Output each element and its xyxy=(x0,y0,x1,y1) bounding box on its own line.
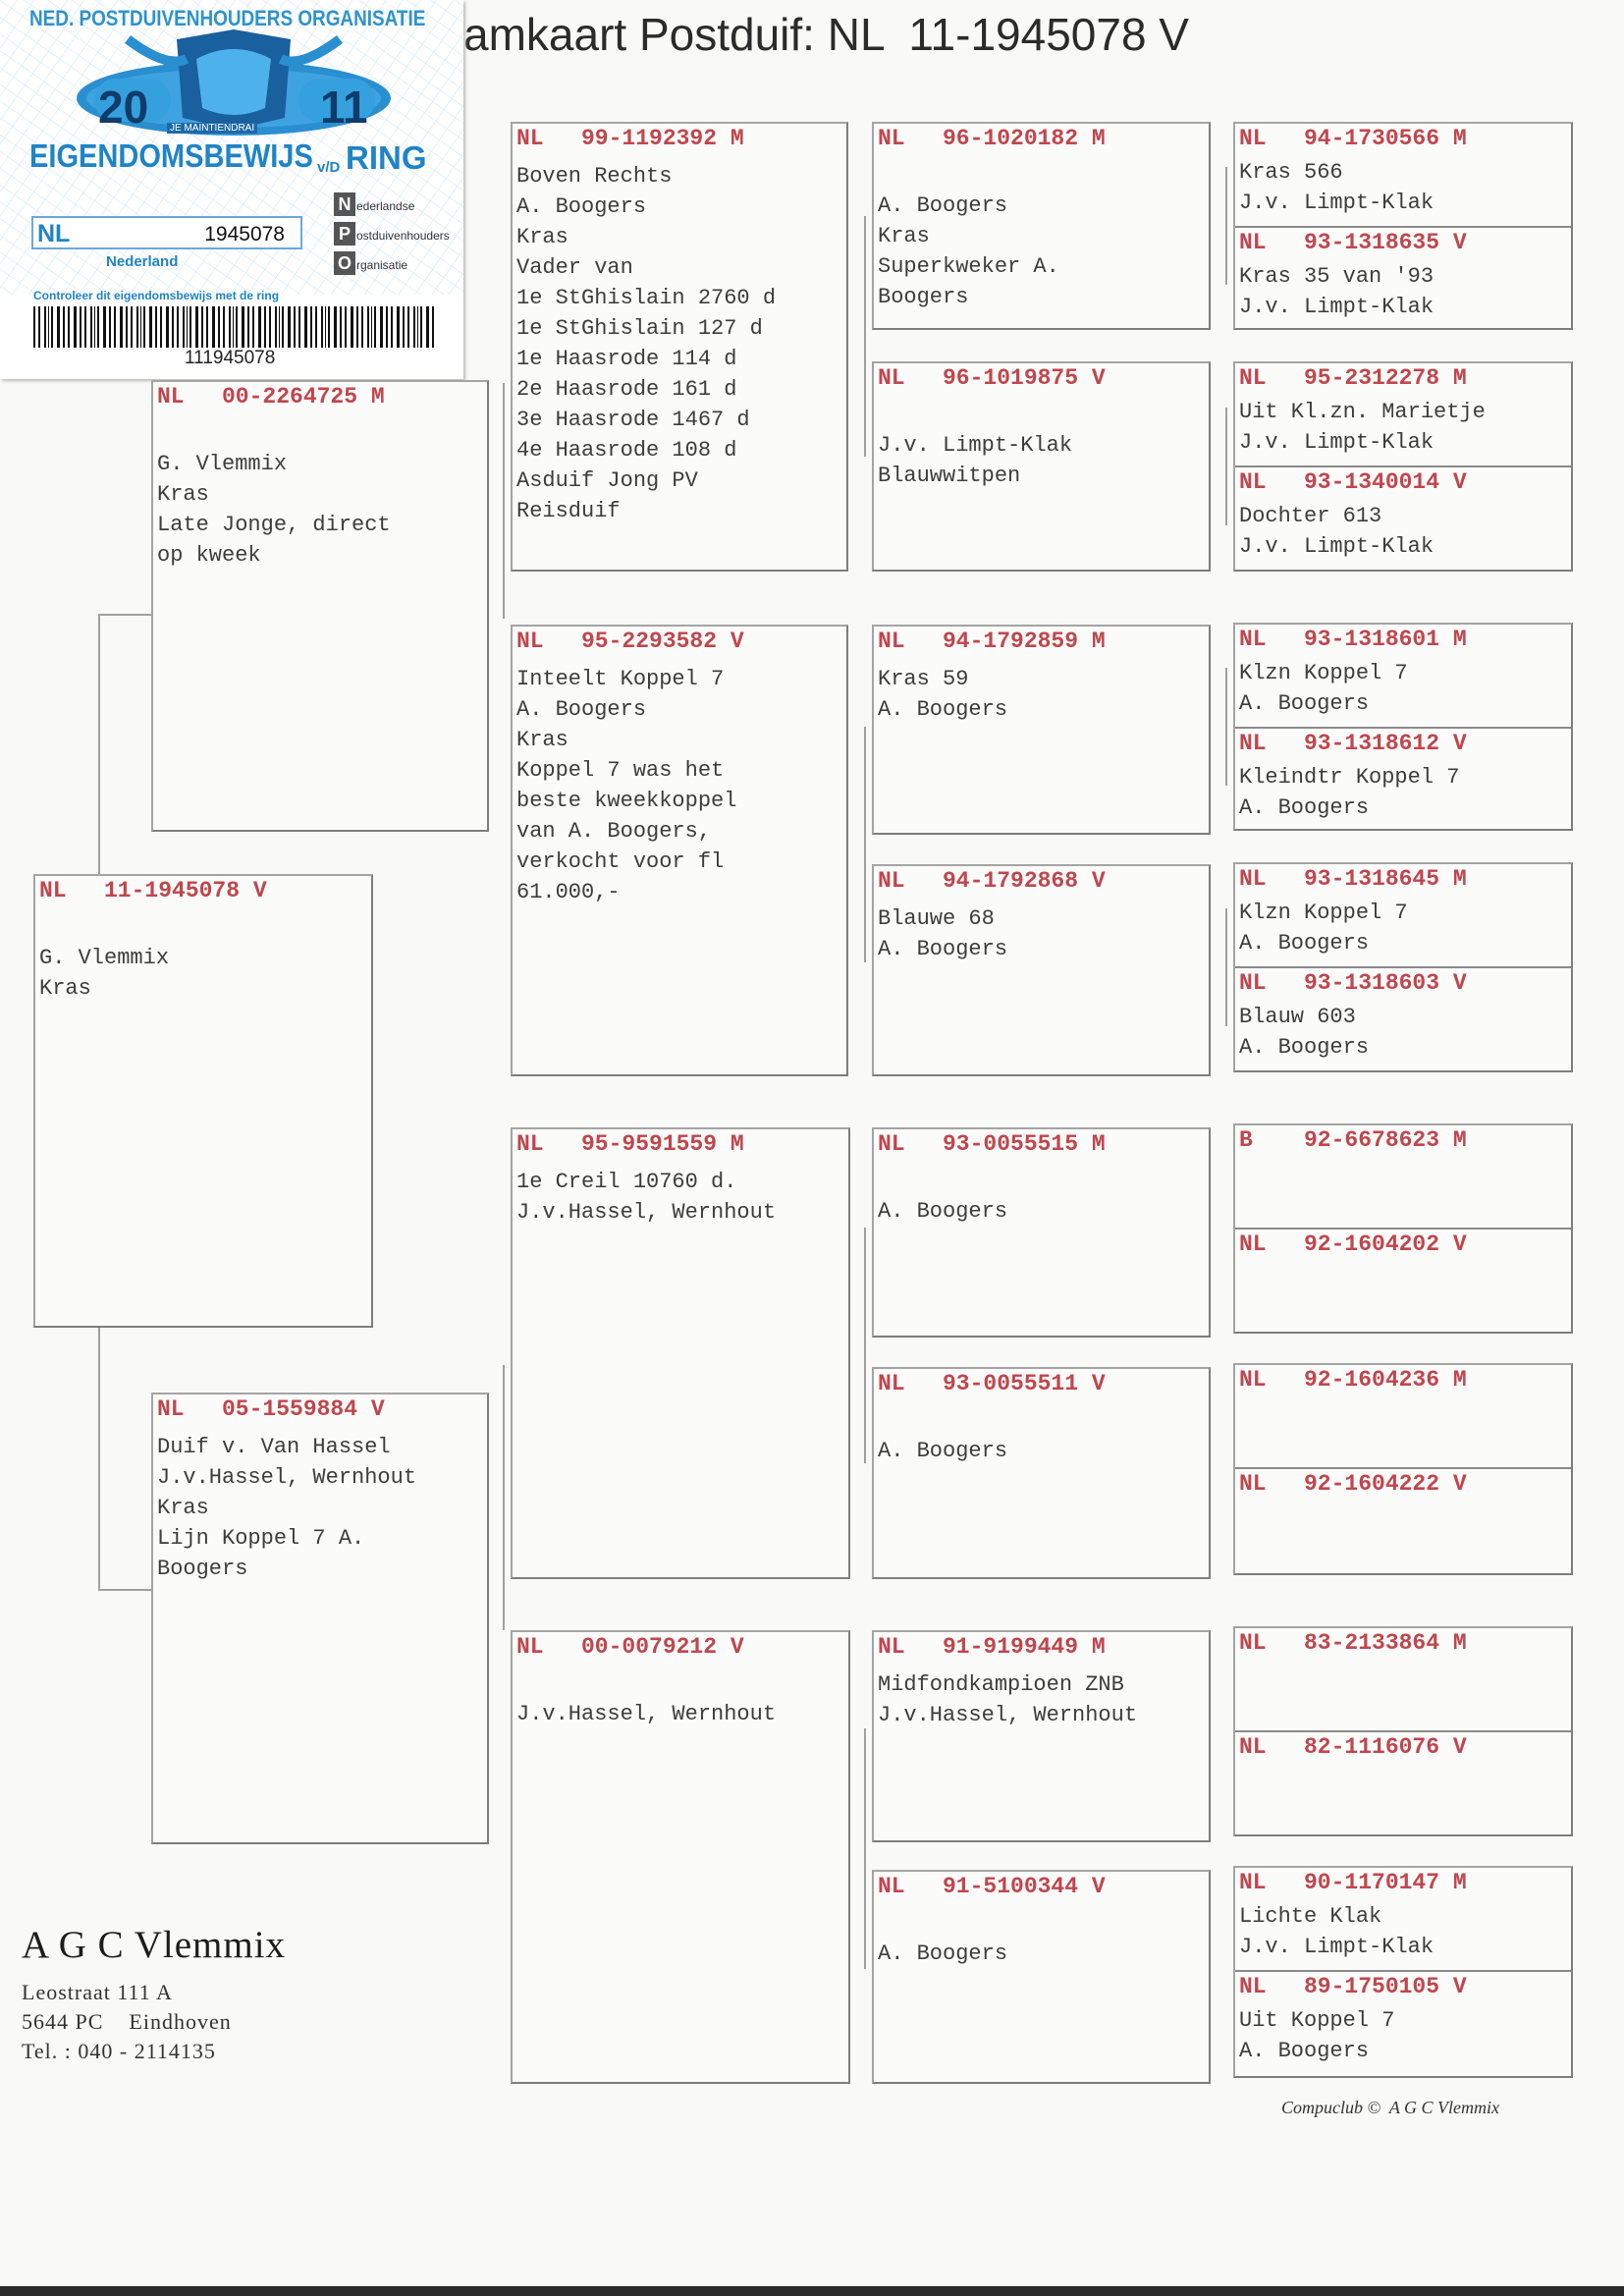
barcode-bar xyxy=(140,306,141,348)
barcode-bar xyxy=(48,306,49,348)
barcode xyxy=(33,306,440,348)
barcode-bar xyxy=(380,306,383,348)
card-details: A. Boogers xyxy=(878,1941,1008,1966)
barcode-number: 111945078 xyxy=(185,348,276,368)
barcode-bar xyxy=(63,306,65,348)
certificate-organisation: NED. POSTDUIVENHOUDERS ORGANISATIE xyxy=(29,6,426,30)
barcode-bar xyxy=(212,306,215,348)
barcode-bar xyxy=(351,306,353,348)
card-details: Klzn Koppel 7 A. Boogers xyxy=(1239,901,1408,956)
barcode-bar xyxy=(236,306,238,348)
barcode-bar xyxy=(367,306,369,348)
barcode-bar xyxy=(136,306,138,348)
card-details: Midfondkampioen ZNB J.v.Hassel, Wernhout xyxy=(878,1672,1138,1727)
card-details: 1e Creil 10760 d. J.v.Hassel, Wernhout xyxy=(516,1170,777,1225)
barcode-bar xyxy=(68,306,70,348)
pedigree-card-ff xyxy=(511,122,848,572)
card-divider xyxy=(1235,1228,1571,1230)
certificate-check-text: Controleer dit eigendomsbewijs met de ring xyxy=(33,289,280,302)
barcode-bar xyxy=(74,306,77,348)
card-details: Boven Rechts A. Boogers Kras Vader van 1e StGhislain 2760 d 1e StGhislain 127 d 1e Haasrode 114 d 2e Haasrode 161 d 3e Haasrode 1467 d 4e Haasrode 108 d Asduif Jong PV Reisduif xyxy=(516,164,777,523)
ring-number: NL 93-1318645 M xyxy=(1239,866,1467,892)
pedigree-pair-8 xyxy=(1233,1866,1573,2078)
barcode-bar xyxy=(183,306,185,348)
card-divider xyxy=(1235,1467,1571,1469)
ring-number: NL 99-1192392 M xyxy=(516,126,744,151)
ring-number: NL 96-1020182 M xyxy=(878,126,1106,151)
barcode-bar xyxy=(187,306,188,348)
ring-number: NL 94-1730566 M xyxy=(1239,126,1467,151)
connector-line xyxy=(98,1326,100,1591)
ring-number: NL 93-0055511 V xyxy=(878,1371,1106,1396)
barcode-bar xyxy=(33,306,35,348)
pedigree-card-fmf xyxy=(872,625,1211,835)
barcode-bar xyxy=(80,306,81,348)
card-details: Blauw 603 A. Boogers xyxy=(1239,1005,1370,1060)
connector-line xyxy=(864,1728,866,1969)
pedigree-pair-3 xyxy=(1233,623,1573,831)
certificate-country: Nederland xyxy=(106,253,179,270)
barcode-bar xyxy=(264,306,266,348)
pedigree-card-mf xyxy=(511,1127,850,1579)
ring-certificate xyxy=(0,0,463,379)
barcode-bar xyxy=(247,306,249,348)
barcode-bar xyxy=(195,306,198,348)
card-details: A. Boogers xyxy=(878,1439,1008,1463)
connector-line xyxy=(98,614,153,616)
ring-number: NL 93-1318601 M xyxy=(1239,627,1467,652)
barcode-bar xyxy=(155,306,157,348)
ring-number: NL 93-1340014 V xyxy=(1239,469,1467,495)
barcode-bar xyxy=(126,306,128,348)
barcode-bar xyxy=(189,306,191,348)
barcode-bar xyxy=(397,306,400,348)
pedigree-pair-5 xyxy=(1233,1123,1573,1334)
footer-credit: Compuclub © A G C Vlemmix xyxy=(1281,2098,1499,2117)
card-details: Inteelt Koppel 7 A. Boogers Kras Koppel 7 was het beste kweekkoppel van A. Boogers, verkocht voor fl 61.000,- xyxy=(516,667,737,904)
ring-number: NL 93-1318603 V xyxy=(1239,970,1467,996)
owner-postal: 5644 PC Eindhoven xyxy=(22,2009,232,2034)
certificate-title: EIGENDOMSBEWIJS xyxy=(29,137,313,174)
barcode-bar xyxy=(420,306,422,348)
certificate-year-right: 11 xyxy=(320,82,368,133)
connector-line xyxy=(1225,908,1227,1026)
connector-line xyxy=(503,1365,505,1630)
card-details: Kras 35 van '93 J.v. Limpt-Klak xyxy=(1239,264,1435,319)
ring-number: NL 94-1792868 V xyxy=(878,868,1106,894)
barcode-bar xyxy=(279,306,280,348)
barcode-bar xyxy=(340,306,342,348)
ring-number: NL 82-1116076 V xyxy=(1239,1734,1467,1760)
ring-number: NL 92-1604202 V xyxy=(1239,1231,1467,1257)
barcode-bar xyxy=(391,306,393,348)
ring-number: NL 90-1170147 M xyxy=(1239,1870,1467,1895)
barcode-bar xyxy=(258,306,261,348)
pedigree-pair-7 xyxy=(1233,1626,1573,1836)
connector-line xyxy=(864,216,866,457)
connector-line xyxy=(1225,408,1227,525)
barcode-bar xyxy=(90,306,92,348)
barcode-bar xyxy=(218,306,220,348)
card-divider xyxy=(1235,966,1571,968)
pedigree-card-mmm xyxy=(872,1870,1211,2084)
barcode-bar xyxy=(143,306,145,348)
barcode-bar xyxy=(413,306,415,348)
ring-number: NL 94-1792859 M xyxy=(878,629,1106,654)
barcode-bar xyxy=(269,306,271,348)
card-details: J.v.Hassel, Wernhout xyxy=(516,1702,777,1726)
pedigree-card-fmm xyxy=(872,864,1211,1076)
ring-number: NL 93-1318612 V xyxy=(1239,731,1467,756)
barcode-bar xyxy=(325,306,326,348)
barcode-bar xyxy=(417,306,418,348)
barcode-bar xyxy=(252,306,254,348)
barcode-bar xyxy=(386,306,388,348)
card-divider xyxy=(1235,465,1571,467)
barcode-bar xyxy=(166,306,169,348)
barcode-bar xyxy=(403,306,405,348)
pedigree-card-fff xyxy=(872,122,1211,330)
card-details: J.v. Limpt-Klak Blauwwitpen xyxy=(878,433,1073,488)
barcode-bar xyxy=(233,306,234,348)
card-divider xyxy=(1235,226,1571,228)
card-details: G. Vlemmix Kras Late Jonge, direct op kweek xyxy=(157,452,391,568)
card-details: Kras 566 J.v. Limpt-Klak xyxy=(1239,160,1435,215)
barcode-bar xyxy=(356,306,358,348)
barcode-bar xyxy=(114,306,116,348)
ring-number: NL 95-2312278 M xyxy=(1239,365,1467,391)
card-divider xyxy=(1235,727,1571,729)
certificate-motto: JE MAINTIENDRAI xyxy=(167,123,257,134)
certificate-title-sub: v/D xyxy=(317,159,341,176)
pedigree-pair-2 xyxy=(1233,361,1573,572)
owner-phone: Tel. : 040 - 2114135 xyxy=(22,2039,216,2063)
card-details: Blauwe 68 A. Boogers xyxy=(878,906,1008,961)
connector-line xyxy=(1225,167,1227,285)
pedigree-card-subject xyxy=(33,874,373,1328)
barcode-bar xyxy=(275,306,277,348)
ring-number: NL 89-1750105 V xyxy=(1239,1974,1467,1999)
card-details: Uit Koppel 7 A. Boogers xyxy=(1239,2008,1395,2063)
card-details: Uit Kl.zn. Marietje J.v. Limpt-Klak xyxy=(1239,400,1486,455)
card-details: Kleindtr Koppel 7 A. Boogers xyxy=(1239,765,1460,820)
ring-number: NL 95-2293582 V xyxy=(516,629,744,654)
connector-line xyxy=(864,727,866,962)
barcode-bar xyxy=(149,306,152,348)
barcode-bar xyxy=(310,306,312,348)
ring-number: NL 05-1559884 V xyxy=(157,1396,385,1422)
barcode-bar xyxy=(84,306,86,348)
certificate-country-code: NL xyxy=(37,220,71,247)
connector-line xyxy=(1225,668,1227,786)
barcode-bar xyxy=(432,306,434,348)
pedigree-pair-6 xyxy=(1233,1363,1573,1575)
pedigree-card-mother xyxy=(151,1393,489,1844)
card-details: Kras 59 A. Boogers xyxy=(878,667,1008,722)
npo-line-2: P ostduivenhouders xyxy=(334,222,450,246)
ring-number: NL 00-0079212 V xyxy=(516,1634,744,1660)
barcode-bar xyxy=(304,306,307,348)
barcode-bar xyxy=(315,306,317,348)
barcode-bar xyxy=(38,306,40,348)
card-details: Duif v. Van Hassel J.v.Hassel, Wernhout Kras Lijn Koppel 7 A. Boogers xyxy=(157,1435,417,1581)
certificate-title-ring: RING xyxy=(346,139,427,176)
ring-number: NL 92-1604222 V xyxy=(1239,1471,1467,1497)
pedigree-card-mff xyxy=(872,1127,1211,1338)
barcode-bar xyxy=(334,306,337,348)
ring-number: NL 91-5100344 V xyxy=(878,1874,1106,1899)
card-details: Dochter 613 J.v. Limpt-Klak xyxy=(1239,504,1435,559)
barcode-bar xyxy=(282,306,284,348)
pedigree-card-ffm xyxy=(872,361,1211,572)
certificate-ring-number: 1945078 xyxy=(204,223,285,246)
ring-number: NL 96-1019875 V xyxy=(878,365,1106,391)
owner-name: A G C Vlemmix xyxy=(22,1924,287,1966)
barcode-bar xyxy=(294,306,296,348)
card-divider xyxy=(1235,1730,1571,1732)
barcode-bar xyxy=(223,306,225,348)
barcode-bar xyxy=(407,306,409,348)
connector-line xyxy=(503,383,505,619)
barcode-bar xyxy=(97,306,99,348)
barcode-bar xyxy=(57,306,60,348)
card-divider xyxy=(1235,1970,1571,1972)
card-details: A. Boogers xyxy=(878,1199,1008,1224)
barcode-bar xyxy=(103,306,106,348)
barcode-bar xyxy=(177,306,179,348)
pedigree-card-mmf xyxy=(872,1630,1211,1842)
ring-number: NL 83-2133864 M xyxy=(1239,1630,1467,1656)
card-details: G. Vlemmix Kras xyxy=(39,946,170,1001)
barcode-bar xyxy=(131,306,133,348)
barcode-bar xyxy=(242,306,244,348)
barcode-bar xyxy=(374,306,376,348)
barcode-bar xyxy=(160,306,162,348)
certificate-ring-box xyxy=(31,216,302,249)
barcode-bar xyxy=(298,306,300,348)
npo-line-3: O rganisatie xyxy=(334,251,407,275)
scan-edge xyxy=(0,2286,1624,2296)
barcode-bar xyxy=(206,306,208,348)
barcode-bar xyxy=(44,306,46,348)
pedigree-card-fm xyxy=(511,625,848,1076)
barcode-bar xyxy=(328,306,330,348)
ring-number: NL 93-1318635 V xyxy=(1239,230,1467,255)
card-details: Klzn Koppel 7 A. Boogers xyxy=(1239,661,1408,716)
ring-number: B 92-6678623 M xyxy=(1239,1127,1467,1153)
barcode-bar xyxy=(426,306,429,348)
barcode-bar xyxy=(321,306,323,348)
barcode-bar xyxy=(120,306,123,348)
connector-line xyxy=(98,614,100,877)
connector-line xyxy=(98,1589,153,1591)
barcode-bar xyxy=(201,306,203,348)
card-details: A. Boogers Kras Superkweker A. Boogers xyxy=(878,193,1059,309)
connector-line xyxy=(864,1228,866,1463)
barcode-bar xyxy=(229,306,231,348)
page-title: amkaart Postduif: NL 11-1945078 V xyxy=(463,9,1189,60)
barcode-bar xyxy=(345,306,347,348)
barcode-bar xyxy=(371,306,372,348)
barcode-bar xyxy=(94,306,95,348)
barcode-bar xyxy=(109,306,111,348)
certificate-year-left: 20 xyxy=(98,82,149,133)
npo-line-1: N ederlandse xyxy=(334,192,414,216)
ring-number: NL 11-1945078 V xyxy=(39,878,267,903)
ring-number: NL 00-2264725 M xyxy=(157,384,385,410)
ring-number: NL 92-1604236 M xyxy=(1239,1367,1467,1393)
owner-street: Leostraat 111 A xyxy=(22,1980,173,2004)
pedigree-card-mfm xyxy=(872,1367,1211,1579)
ring-number: NL 91-9199449 M xyxy=(878,1634,1106,1660)
barcode-bar xyxy=(288,306,291,348)
pedigree-pair-4 xyxy=(1233,862,1573,1072)
ring-number: NL 95-9591559 M xyxy=(516,1131,744,1157)
pedigree-card-father xyxy=(151,380,489,832)
barcode-bar xyxy=(51,306,53,348)
card-details: Lichte Klak J.v. Limpt-Klak xyxy=(1239,1904,1435,1959)
pedigree-pair-1 xyxy=(1233,122,1573,330)
ring-number: NL 93-0055515 M xyxy=(878,1131,1106,1157)
barcode-bar xyxy=(361,306,363,348)
pedigree-card-mm xyxy=(511,1630,850,2084)
barcode-bar xyxy=(172,306,174,348)
